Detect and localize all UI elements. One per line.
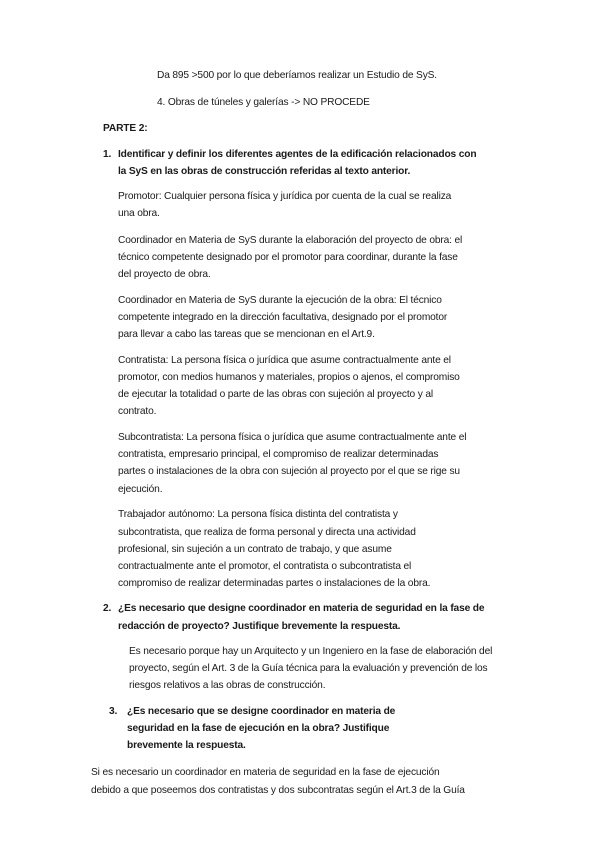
q1-p5-line-4: ejecución.	[118, 484, 163, 495]
q1-p5-line-1: Subcontratista: La persona física o jurídica que asume contractualmente ante el	[118, 432, 467, 443]
q1-p5-line-3: partes o instalaciones de la obra con sujeción al proyecto por el que se rige su	[118, 466, 460, 477]
q2-answer-line-3: riesgos relativos a las obras de construcción.	[129, 680, 326, 691]
q1-p4-line-2: promotor, con medios humanos y materiales, propios o ajenos, el compromiso	[118, 372, 460, 383]
q1-p4-line-4: contrato.	[118, 406, 157, 417]
q3-heading-line-1: ¿Es necesario que se designe coordinador en materia de	[127, 706, 396, 717]
q3-answer-line-2: debido a que poseemos dos contratistas y dos subcontratas según el Art.3 de la Guía	[91, 785, 465, 796]
q2-answer-line-2: proyecto, según el Art. 3 de la Guía técnica para la evaluación y prevención de los	[129, 663, 488, 674]
q2-heading-line-1: ¿Es necesario que designe coordinador en materia de seguridad en la fase de	[118, 603, 485, 614]
q1-number: 1.	[103, 149, 112, 160]
q1-p2-line-2: técnico competente designado por el promotor para coordinar, durante la fase	[118, 252, 458, 263]
section-title: PARTE 2:	[103, 123, 148, 134]
q2-answer-line-1: Es necesario porque hay un Arquitecto y un Ingeniero en la fase de elaboración del	[129, 646, 493, 657]
q1-p2-line-3: del proyecto de obra.	[118, 269, 211, 280]
q1-p6-line-5: compromiso de realizar determinadas partes o instalaciones de la obra.	[118, 578, 431, 589]
q2-heading-line-2: redacción de proyecto? Justifique brevemente la respuesta.	[118, 621, 401, 632]
q2-number: 2.	[103, 603, 112, 614]
intro-line-1: Da 895 >500 por lo que deberíamos realizar un Estudio de SyS.	[157, 70, 437, 81]
q1-p3-line-2: competente integrado en la dirección facultativa, designado por el promotor	[118, 312, 448, 323]
intro-line-2: 4. Obras de túneles y galerías -> NO PROCEDE	[157, 97, 370, 108]
q1-p1-line-1: Promotor: Cualquier persona física y jurídica por cuenta de la cual se realiza	[118, 191, 452, 202]
q1-p6-line-1: Trabajador autónomo: La persona física distinta del contratista y	[118, 509, 398, 520]
q1-p3-line-3: para llevar a cabo las tareas que se mencionan en el Art.9.	[118, 329, 375, 340]
q1-p4-line-1: Contratista: La persona física o jurídica que asume contractualmente ante el	[118, 355, 451, 366]
q1-p6-line-3: profesional, sin sujeción a un contrato de trabajo, y que asume	[118, 544, 392, 555]
q1-p6-line-2: subcontratista, que realiza de forma personal y directa una actividad	[118, 527, 416, 538]
q3-number: 3.	[109, 706, 118, 717]
q1-p5-line-2: contratista, empresario principal, el compromiso de realizar determinadas	[118, 449, 439, 460]
q3-heading-line-3: brevemente la respuesta.	[127, 740, 246, 751]
q1-p1-line-2: una obra.	[118, 208, 160, 219]
q1-heading-line-1: Identificar y definir los diferentes agentes de la edificación relacionados con	[118, 149, 477, 160]
q3-answer-line-1: Si es necesario un coordinador en materia de seguridad en la fase de ejecución	[91, 767, 440, 778]
q1-p6-line-4: contractualmente ante el promotor, el contratista o subcontratista el	[118, 561, 412, 572]
q1-p2-line-1: Coordinador en Materia de SyS durante la elaboración del proyecto de obra: el	[118, 235, 463, 246]
q3-heading-line-2: seguridad en la fase de ejecución en la obra? Justifique	[127, 723, 390, 734]
q1-heading-line-2: la SyS en las obras de construcción referidas al texto anterior.	[118, 166, 411, 177]
q1-p3-line-1: Coordinador en Materia de SyS durante la ejecución de la obra: El técnico	[118, 295, 442, 306]
q1-p4-line-3: de ejecutar la totalidad o parte de las obras con sujeción al proyecto y al	[118, 389, 433, 400]
